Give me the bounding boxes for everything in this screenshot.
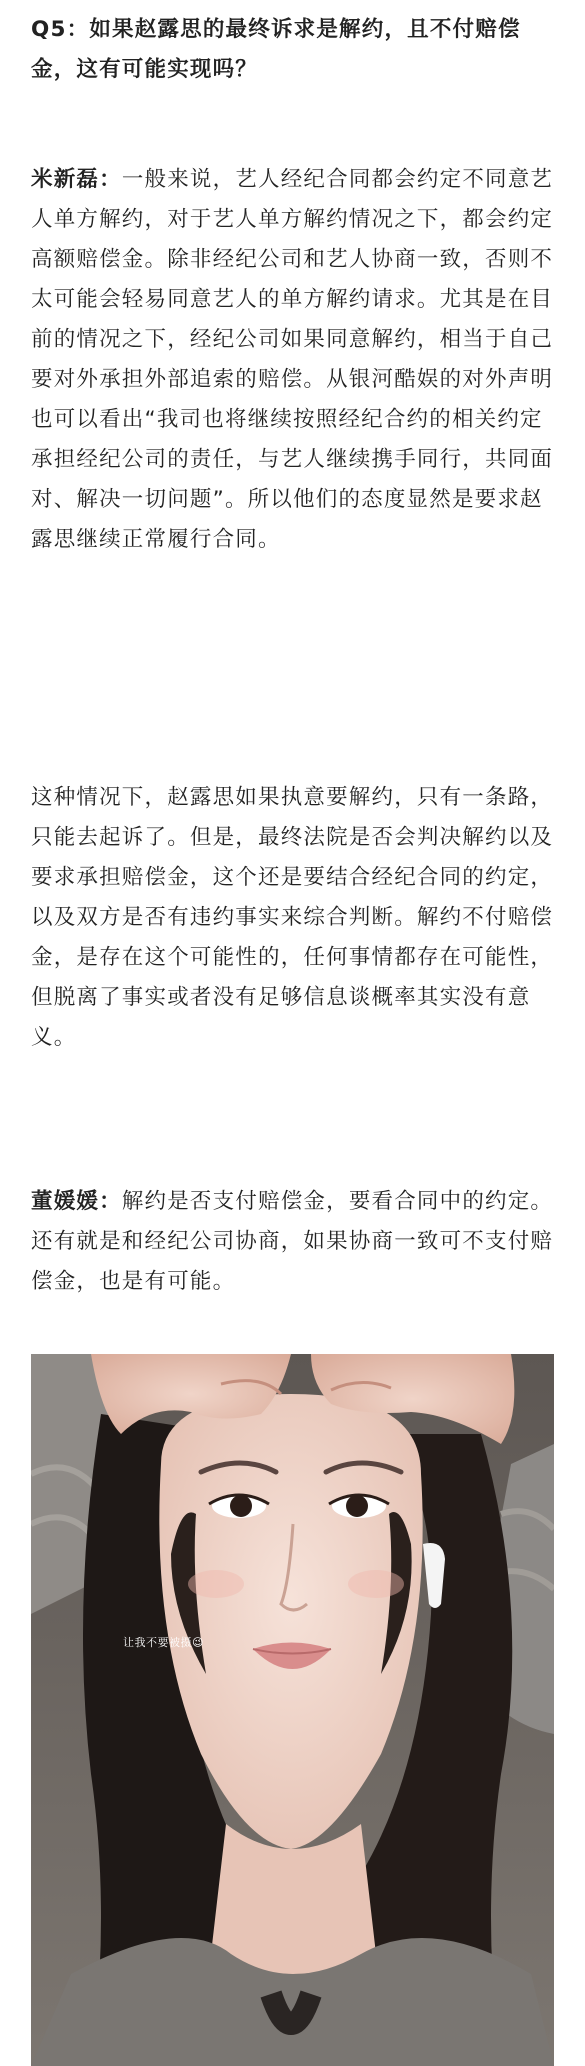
answer-text: 解约是否支付赔偿金，要看合同中的约定。还有就是和经纪公司协商，如果协商一致可不支付赔偿金，也是有可能。 bbox=[31, 1189, 554, 1294]
answer-paragraph-3 bbox=[31, 1182, 563, 1302]
answer-paragraph-2 bbox=[31, 778, 563, 1058]
question-title: Q5：如果赵露思的最终诉求是解约，且不付赔偿金，这有可能实现吗？ bbox=[31, 17, 521, 82]
article-photo bbox=[31, 1354, 554, 2066]
answer-text: 这种情况下，赵露思如果执意要解约，只有一条路，只能去起诉了。但是，最终法院是否会判决解约以及要求承担赔偿金，这个还是要结合经纪合同的约定，以及双方是否有违约事实来综合判断。解约不付赔偿金，是存在这个可能性的，任何事情都存在可能性，但脱离了事实或者没有足够信息谈概率其实没有意义。 bbox=[31, 785, 554, 1050]
selfie-portrait-illustration bbox=[31, 1354, 554, 2066]
photo-caption: 让我不要被摄😉 bbox=[123, 1636, 204, 1649]
speaker-name: 董媛媛： bbox=[31, 1189, 122, 1214]
answer-paragraph-1 bbox=[31, 160, 563, 560]
speaker-name: 米新磊： bbox=[31, 167, 122, 192]
answer-text: 一般来说，艺人经纪合同都会约定不同意艺人单方解约，对于艺人单方解约情况之下，都会约定高额赔偿金。除非经纪公司和艺人协商一致，否则不太可能会轻易同意艺人的单方解约请求。尤其是在目前的情况之下，经纪公司如果同意解约，相当于自己要对外承担外部追索的赔偿。从银河酷娱的对外声明也可以看出“我司也将继续按照经纪合约的相关约定承担经纪公司的责任，与艺人继续携手同行，共同面对、解决一切问题”。所以他们的态度显然是要求赵露思继续正常履行合同。 bbox=[31, 167, 554, 552]
